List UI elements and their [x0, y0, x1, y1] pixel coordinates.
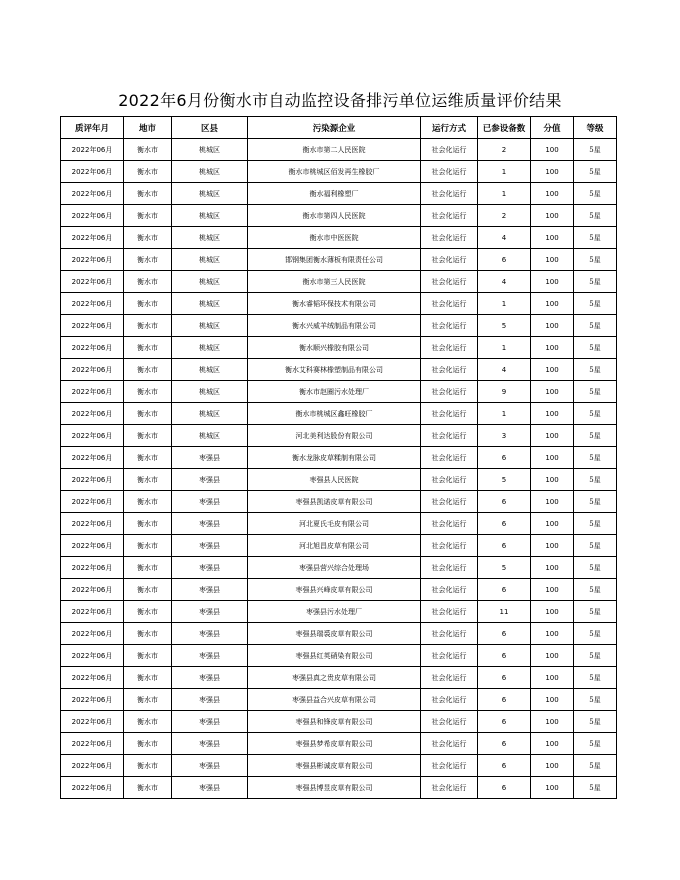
cell-grade: 5星: [574, 271, 617, 293]
cell-month: 2022年06月: [61, 359, 124, 381]
cell-enterprise: 衡水市第二人民医院: [248, 139, 421, 161]
cell-score: 100: [531, 271, 574, 293]
cell-city: 衡水市: [124, 403, 172, 425]
cell-enterprise: 枣强县营兴综合处理场: [248, 557, 421, 579]
cell-district: 枣强县: [172, 469, 248, 491]
cell-operation-mode: 社会化运行: [421, 227, 478, 249]
cell-score: 100: [531, 249, 574, 271]
table-row: [61, 381, 617, 403]
cell-operation-mode: 社会化运行: [421, 139, 478, 161]
cell-device-count: 1: [478, 403, 531, 425]
cell-city: 衡水市: [124, 205, 172, 227]
cell-operation-mode: 社会化运行: [421, 161, 478, 183]
cell-district: 桃城区: [172, 205, 248, 227]
table-row: [61, 777, 617, 799]
table-row: [61, 491, 617, 513]
cell-device-count: 6: [478, 579, 531, 601]
cell-score: 100: [531, 139, 574, 161]
cell-city: 衡水市: [124, 359, 172, 381]
cell-device-count: 6: [478, 513, 531, 535]
table-row: [61, 337, 617, 359]
cell-operation-mode: 社会化运行: [421, 733, 478, 755]
cell-grade: 5星: [574, 711, 617, 733]
cell-month: 2022年06月: [61, 249, 124, 271]
cell-month: 2022年06月: [61, 557, 124, 579]
cell-district: 桃城区: [172, 293, 248, 315]
header-score: 分值: [531, 117, 574, 139]
cell-grade: 5星: [574, 689, 617, 711]
cell-enterprise: 衡水市第三人民医院: [248, 271, 421, 293]
cell-enterprise: 枣强县凯诺皮草有限公司: [248, 491, 421, 513]
cell-score: 100: [531, 469, 574, 491]
cell-month: 2022年06月: [61, 491, 124, 513]
evaluation-table: [60, 116, 617, 799]
cell-score: 100: [531, 645, 574, 667]
cell-score: 100: [531, 711, 574, 733]
cell-month: 2022年06月: [61, 271, 124, 293]
cell-district: 桃城区: [172, 183, 248, 205]
cell-district: 枣强县: [172, 667, 248, 689]
cell-grade: 5星: [574, 513, 617, 535]
cell-device-count: 6: [478, 755, 531, 777]
cell-device-count: 6: [478, 645, 531, 667]
cell-city: 衡水市: [124, 755, 172, 777]
cell-enterprise: 枣强县污水处理厂: [248, 601, 421, 623]
cell-enterprise: 枣强县和锋皮草有限公司: [248, 711, 421, 733]
cell-month: 2022年06月: [61, 601, 124, 623]
table-row: [61, 227, 617, 249]
cell-enterprise: 枣强县益合兴皮草有限公司: [248, 689, 421, 711]
cell-district: 桃城区: [172, 227, 248, 249]
cell-grade: 5星: [574, 425, 617, 447]
cell-month: 2022年06月: [61, 645, 124, 667]
cell-district: 枣强县: [172, 689, 248, 711]
table-row: [61, 645, 617, 667]
cell-grade: 5星: [574, 491, 617, 513]
table-row: [61, 447, 617, 469]
cell-score: 100: [531, 381, 574, 403]
cell-month: 2022年06月: [61, 689, 124, 711]
cell-enterprise: 枣强县梦希皮草有限公司: [248, 733, 421, 755]
table-row: [61, 689, 617, 711]
cell-enterprise: 枣强县彬诚皮草有限公司: [248, 755, 421, 777]
cell-month: 2022年06月: [61, 469, 124, 491]
cell-city: 衡水市: [124, 315, 172, 337]
cell-district: 枣强县: [172, 557, 248, 579]
cell-operation-mode: 社会化运行: [421, 557, 478, 579]
cell-device-count: 3: [478, 425, 531, 447]
cell-city: 衡水市: [124, 161, 172, 183]
table-row: [61, 139, 617, 161]
cell-district: 枣强县: [172, 579, 248, 601]
table-row: [61, 557, 617, 579]
table-row: [61, 205, 617, 227]
cell-operation-mode: 社会化运行: [421, 359, 478, 381]
table-row: [61, 425, 617, 447]
cell-district: 枣强县: [172, 755, 248, 777]
cell-device-count: 2: [478, 205, 531, 227]
table-row: [61, 513, 617, 535]
cell-city: 衡水市: [124, 557, 172, 579]
table-row: [61, 359, 617, 381]
table-row: [61, 271, 617, 293]
cell-score: 100: [531, 513, 574, 535]
cell-grade: 5星: [574, 161, 617, 183]
cell-operation-mode: 社会化运行: [421, 535, 478, 557]
table-row: [61, 755, 617, 777]
cell-operation-mode: 社会化运行: [421, 645, 478, 667]
cell-city: 衡水市: [124, 425, 172, 447]
cell-city: 衡水市: [124, 139, 172, 161]
cell-city: 衡水市: [124, 601, 172, 623]
cell-enterprise: 衡水市桃城区鑫旺橡胶厂: [248, 403, 421, 425]
cell-enterprise: 衡水市第四人民医院: [248, 205, 421, 227]
cell-operation-mode: 社会化运行: [421, 513, 478, 535]
cell-grade: 5星: [574, 777, 617, 799]
cell-grade: 5星: [574, 601, 617, 623]
cell-enterprise: 枣强县人民医院: [248, 469, 421, 491]
cell-score: 100: [531, 579, 574, 601]
cell-district: 桃城区: [172, 381, 248, 403]
cell-enterprise: 衡水兴威羊绒制品有限公司: [248, 315, 421, 337]
cell-district: 枣强县: [172, 601, 248, 623]
cell-score: 100: [531, 315, 574, 337]
cell-city: 衡水市: [124, 227, 172, 249]
cell-operation-mode: 社会化运行: [421, 337, 478, 359]
cell-operation-mode: 社会化运行: [421, 183, 478, 205]
cell-month: 2022年06月: [61, 513, 124, 535]
cell-device-count: 4: [478, 227, 531, 249]
cell-device-count: 6: [478, 447, 531, 469]
cell-device-count: 2: [478, 139, 531, 161]
cell-grade: 5星: [574, 579, 617, 601]
cell-score: 100: [531, 359, 574, 381]
cell-month: 2022年06月: [61, 293, 124, 315]
cell-device-count: 4: [478, 359, 531, 381]
cell-city: 衡水市: [124, 645, 172, 667]
cell-grade: 5星: [574, 337, 617, 359]
cell-district: 枣强县: [172, 623, 248, 645]
cell-score: 100: [531, 425, 574, 447]
cell-enterprise: 枣强县博昱皮草有限公司: [248, 777, 421, 799]
cell-district: 桃城区: [172, 337, 248, 359]
cell-month: 2022年06月: [61, 337, 124, 359]
cell-score: 100: [531, 777, 574, 799]
cell-operation-mode: 社会化运行: [421, 205, 478, 227]
cell-operation-mode: 社会化运行: [421, 425, 478, 447]
table-header-row: [61, 117, 617, 139]
table-row: [61, 293, 617, 315]
cell-month: 2022年06月: [61, 535, 124, 557]
cell-device-count: 5: [478, 557, 531, 579]
table-row: [61, 711, 617, 733]
cell-score: 100: [531, 337, 574, 359]
table-row: [61, 249, 617, 271]
cell-operation-mode: 社会化运行: [421, 623, 478, 645]
cell-month: 2022年06月: [61, 381, 124, 403]
cell-city: 衡水市: [124, 249, 172, 271]
cell-district: 桃城区: [172, 249, 248, 271]
cell-city: 衡水市: [124, 535, 172, 557]
cell-city: 衡水市: [124, 711, 172, 733]
cell-grade: 5星: [574, 755, 617, 777]
cell-enterprise: 枣强县瑞裘皮草有限公司: [248, 623, 421, 645]
cell-operation-mode: 社会化运行: [421, 755, 478, 777]
cell-grade: 5星: [574, 645, 617, 667]
cell-city: 衡水市: [124, 623, 172, 645]
cell-enterprise: 邯钢集团衡水薄板有限责任公司: [248, 249, 421, 271]
cell-device-count: 9: [478, 381, 531, 403]
cell-month: 2022年06月: [61, 623, 124, 645]
cell-score: 100: [531, 161, 574, 183]
cell-city: 衡水市: [124, 513, 172, 535]
cell-district: 枣强县: [172, 645, 248, 667]
cell-city: 衡水市: [124, 579, 172, 601]
cell-grade: 5星: [574, 623, 617, 645]
cell-device-count: 6: [478, 535, 531, 557]
cell-city: 衡水市: [124, 777, 172, 799]
header-operation-mode: 运行方式: [421, 117, 478, 139]
cell-month: 2022年06月: [61, 183, 124, 205]
cell-grade: 5星: [574, 667, 617, 689]
cell-device-count: 6: [478, 623, 531, 645]
table-row: [61, 183, 617, 205]
cell-operation-mode: 社会化运行: [421, 315, 478, 337]
cell-district: 桃城区: [172, 139, 248, 161]
cell-operation-mode: 社会化运行: [421, 469, 478, 491]
cell-city: 衡水市: [124, 271, 172, 293]
cell-grade: 5星: [574, 535, 617, 557]
cell-enterprise: 枣强县兴峰皮草有限公司: [248, 579, 421, 601]
cell-score: 100: [531, 535, 574, 557]
cell-operation-mode: 社会化运行: [421, 689, 478, 711]
cell-month: 2022年06月: [61, 161, 124, 183]
cell-month: 2022年06月: [61, 755, 124, 777]
cell-grade: 5星: [574, 227, 617, 249]
table-row: [61, 733, 617, 755]
table-row: [61, 161, 617, 183]
cell-month: 2022年06月: [61, 733, 124, 755]
table-row: [61, 403, 617, 425]
cell-grade: 5星: [574, 733, 617, 755]
cell-device-count: 6: [478, 777, 531, 799]
cell-district: 枣强县: [172, 777, 248, 799]
header-grade: 等级: [574, 117, 617, 139]
cell-device-count: 6: [478, 689, 531, 711]
cell-device-count: 6: [478, 711, 531, 733]
cell-grade: 5星: [574, 315, 617, 337]
table-row: [61, 469, 617, 491]
cell-device-count: 1: [478, 183, 531, 205]
cell-district: 枣强县: [172, 711, 248, 733]
cell-score: 100: [531, 227, 574, 249]
cell-device-count: 6: [478, 667, 531, 689]
cell-city: 衡水市: [124, 469, 172, 491]
cell-grade: 5星: [574, 249, 617, 271]
cell-operation-mode: 社会化运行: [421, 667, 478, 689]
cell-grade: 5星: [574, 469, 617, 491]
header-month: 质评年月: [61, 117, 124, 139]
cell-score: 100: [531, 491, 574, 513]
cell-district: 桃城区: [172, 315, 248, 337]
header-city: 地市: [124, 117, 172, 139]
cell-device-count: 1: [478, 337, 531, 359]
cell-device-count: 4: [478, 271, 531, 293]
cell-city: 衡水市: [124, 447, 172, 469]
cell-grade: 5星: [574, 183, 617, 205]
cell-district: 桃城区: [172, 359, 248, 381]
header-enterprise: 污染源企业: [248, 117, 421, 139]
cell-score: 100: [531, 205, 574, 227]
cell-score: 100: [531, 601, 574, 623]
cell-city: 衡水市: [124, 183, 172, 205]
cell-operation-mode: 社会化运行: [421, 579, 478, 601]
cell-operation-mode: 社会化运行: [421, 381, 478, 403]
cell-district: 枣强县: [172, 535, 248, 557]
cell-enterprise: 衡水顺兴橡胶有限公司: [248, 337, 421, 359]
cell-city: 衡水市: [124, 733, 172, 755]
cell-device-count: 11: [478, 601, 531, 623]
cell-grade: 5星: [574, 447, 617, 469]
cell-enterprise: 衡水睿韬环保技术有限公司: [248, 293, 421, 315]
cell-district: 桃城区: [172, 161, 248, 183]
cell-device-count: 6: [478, 491, 531, 513]
cell-device-count: 6: [478, 249, 531, 271]
cell-month: 2022年06月: [61, 315, 124, 337]
cell-score: 100: [531, 403, 574, 425]
cell-grade: 5星: [574, 381, 617, 403]
cell-operation-mode: 社会化运行: [421, 293, 478, 315]
cell-enterprise: 衡水市中医医院: [248, 227, 421, 249]
cell-city: 衡水市: [124, 337, 172, 359]
cell-operation-mode: 社会化运行: [421, 601, 478, 623]
cell-score: 100: [531, 557, 574, 579]
cell-device-count: 1: [478, 293, 531, 315]
cell-enterprise: 河北美利达股份有限公司: [248, 425, 421, 447]
cell-enterprise: 衡水福利橡塑厂: [248, 183, 421, 205]
cell-score: 100: [531, 183, 574, 205]
cell-enterprise: 河北旭昌皮草有限公司: [248, 535, 421, 557]
cell-district: 枣强县: [172, 447, 248, 469]
cell-district: 枣强县: [172, 491, 248, 513]
cell-operation-mode: 社会化运行: [421, 491, 478, 513]
document-title: 2022年6月份衡水市自动监控设备排污单位运维质量评价结果: [118, 91, 562, 110]
cell-district: 桃城区: [172, 425, 248, 447]
cell-grade: 5星: [574, 359, 617, 381]
cell-enterprise: 河北夏氏毛皮有限公司: [248, 513, 421, 535]
cell-grade: 5星: [574, 557, 617, 579]
cell-month: 2022年06月: [61, 205, 124, 227]
cell-operation-mode: 社会化运行: [421, 271, 478, 293]
header-device-count: 已参设备数: [478, 117, 531, 139]
cell-enterprise: 衡水市桃城区佰发再生橡胶厂: [248, 161, 421, 183]
cell-score: 100: [531, 623, 574, 645]
cell-city: 衡水市: [124, 689, 172, 711]
cell-month: 2022年06月: [61, 777, 124, 799]
cell-score: 100: [531, 689, 574, 711]
cell-month: 2022年06月: [61, 711, 124, 733]
cell-month: 2022年06月: [61, 227, 124, 249]
cell-district: 枣强县: [172, 733, 248, 755]
cell-city: 衡水市: [124, 491, 172, 513]
cell-enterprise: 枣强县红英硝染有限公司: [248, 645, 421, 667]
cell-enterprise: 衡水艾科赛林橡塑制品有限公司: [248, 359, 421, 381]
cell-city: 衡水市: [124, 381, 172, 403]
cell-score: 100: [531, 755, 574, 777]
header-district: 区县: [172, 117, 248, 139]
cell-grade: 5星: [574, 205, 617, 227]
table-row: [61, 601, 617, 623]
table-row: [61, 535, 617, 557]
cell-score: 100: [531, 667, 574, 689]
cell-enterprise: 枣强县真之贵皮草有限公司: [248, 667, 421, 689]
cell-score: 100: [531, 447, 574, 469]
cell-score: 100: [531, 733, 574, 755]
cell-device-count: 1: [478, 161, 531, 183]
cell-grade: 5星: [574, 293, 617, 315]
cell-enterprise: 衡水龙脉皮草糅制有限公司: [248, 447, 421, 469]
cell-month: 2022年06月: [61, 403, 124, 425]
cell-score: 100: [531, 293, 574, 315]
cell-enterprise: 衡水市赵圈污水处理厂: [248, 381, 421, 403]
cell-operation-mode: 社会化运行: [421, 249, 478, 271]
cell-month: 2022年06月: [61, 139, 124, 161]
cell-month: 2022年06月: [61, 447, 124, 469]
table-row: [61, 667, 617, 689]
cell-month: 2022年06月: [61, 579, 124, 601]
cell-month: 2022年06月: [61, 667, 124, 689]
cell-city: 衡水市: [124, 667, 172, 689]
cell-operation-mode: 社会化运行: [421, 447, 478, 469]
cell-device-count: 5: [478, 469, 531, 491]
cell-district: 桃城区: [172, 271, 248, 293]
table-row: [61, 623, 617, 645]
cell-district: 枣强县: [172, 513, 248, 535]
cell-grade: 5星: [574, 139, 617, 161]
table-row: [61, 315, 617, 337]
cell-operation-mode: 社会化运行: [421, 403, 478, 425]
table-row: [61, 579, 617, 601]
cell-operation-mode: 社会化运行: [421, 777, 478, 799]
cell-device-count: 6: [478, 733, 531, 755]
cell-city: 衡水市: [124, 293, 172, 315]
cell-device-count: 5: [478, 315, 531, 337]
cell-operation-mode: 社会化运行: [421, 711, 478, 733]
cell-month: 2022年06月: [61, 425, 124, 447]
cell-grade: 5星: [574, 403, 617, 425]
cell-district: 桃城区: [172, 403, 248, 425]
